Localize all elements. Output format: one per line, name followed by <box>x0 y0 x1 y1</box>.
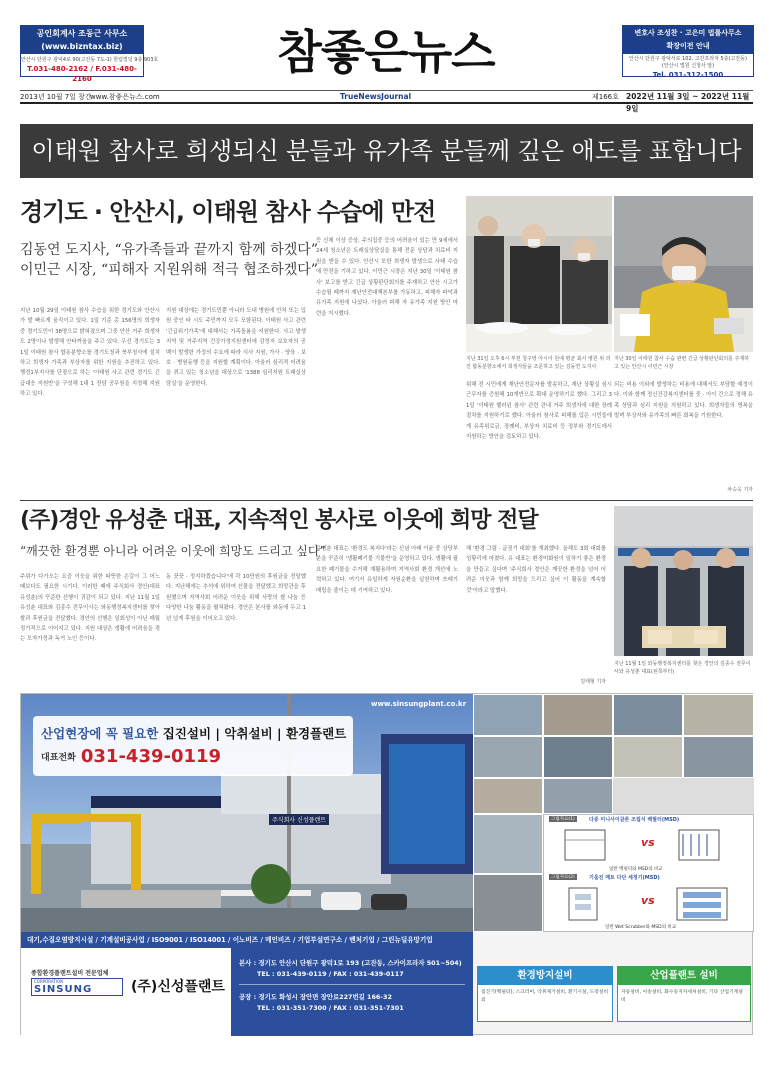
website-link[interactable]: www.참좋은뉴스.com <box>90 93 160 101</box>
address-panel <box>231 948 473 1036</box>
condolence-banner: 이태원 참사로 희생되신 분들과 유가족 분들께 깊은 애도를 표합니다 <box>20 124 753 178</box>
article1-column-5: 되는 비용 이외에 발생하는 비용에 대해서도 부담할 예정이다. 이와 함께 정신건강복지센터를 중 · 아이 간으로 정해 유족 상담과 심리 지원을 지원하고 있다. 희생자들의 명복을 빌며 부상자와 유가족의 빠른 회복을 기원한다. <box>614 382 753 420</box>
diagram-2 <box>549 874 752 932</box>
certification-bar: 대기,수질오염방지시설 / 기계설비공사업 / ISO9001 / ISO14001 / 이노비즈 / 메인비즈 / 기업부설연구소 / 벤처기업 / 그린뉴딜유망기업 <box>21 932 473 948</box>
brand-name: SINSUNG <box>34 984 93 995</box>
article2-headline[interactable]: (주)경안 유성춘 대표, 지속적인 봉사로 이웃에 희망 전달 <box>20 508 538 533</box>
gallery-thumb <box>473 874 543 932</box>
article1-column-1: 지난 10월 29일 이태원 참사 수습을 위한 경기도와 안산시가 발 빠르게 움직이고 있다. 1일 기준 총 156명의 희생자 중 경기도민이 38명으로 밝혀졌으며 그중 안산 거주 희생자도 2명이나 발생해 안타까움을 주고 있다. 우선 경기도는 31일 이태원 참사 합동분향소를 경기도청과 북부청사에 설치하고 희생자 가족과 부상자를 위한 지원을 추진하고 있다. 행정1부지사를 단장으로 하는 '이태원 사고 관련 경기도 긴급대응 지원반'을 구성해 1대 1 전담 공무원을 지정해 지원하고 있다. <box>20 308 160 398</box>
hq-phone[interactable]: TEL : 031-439-0119 / FAX : 031-439-0117 <box>257 970 404 978</box>
article1-subhead-1: 김동연 도지사, “유가족들과 끝까지 함께 하겠다” <box>20 242 318 258</box>
ad-lawfirm-box <box>622 25 754 77</box>
hq-label: 본사 <box>239 959 252 967</box>
slogan-item-2: 악취설비 <box>224 726 273 741</box>
gallery-thumb <box>473 778 543 814</box>
plant-row: 공장 : 경기도 화성시 장안면 장안로227번길 166-32 <box>239 993 392 1001</box>
accountant-url[interactable]: (www.bizntax.biz) <box>21 41 143 54</box>
article1-headline[interactable]: 경기도 · 안산시, 이태원 참사 수습에 만전 <box>20 198 436 226</box>
gallery-thumb <box>473 736 543 778</box>
gallery-thumb <box>543 736 613 778</box>
article2-subhead: “깨끗한 환경뿐 아니라 어려운 이웃에 희망도 드리고 싶다” <box>20 544 326 558</box>
issue-number: 제166호 <box>592 93 619 101</box>
gallery-thumb <box>473 814 543 874</box>
article2-column-4: 해 '환경 그림 · 글짓기 대회'를 개최했다. 올해도 3회 대회를 성황리에 마쳤다. 유 대표는 환경미화원이 일하기 좋은 환경을 만들고 싶다며 '주식회사 경안은 깨끗한 환경을 넘어 어려운 이웃과 함께 희망을 드리고 싶어 이 활동을 계속할 것'이라고 말했다. <box>466 546 606 594</box>
article2-byline: 김태형 기자 <box>580 679 606 685</box>
memorial-photo <box>466 196 612 352</box>
donation-photo <box>614 506 753 656</box>
phone-label: 대표전화 <box>41 753 76 763</box>
service-environment[interactable] <box>477 966 613 1022</box>
slogan-item-3: 환경플랜트 <box>285 726 347 741</box>
gallery-thumb <box>473 694 543 736</box>
factory-sign: 주식회사 신성플랜트 <box>269 814 329 825</box>
section-divider <box>20 500 753 501</box>
ad-phone-number[interactable]: 031-439-0119 <box>80 746 222 767</box>
article1-column-2: 지원 대상에는 경기도민뿐 아니라 도내 병원에 안치 또는 입원 중인 타 시도 주민까지 모두 포함된다. 이태원 사고 관련 '긴급위기가족'에 대해서는 가족돌봄을 지원한다. 사고 발생 지역 및 거주지역 건강가정지원센터에 감정지 보호자의 공백이 발생한 가정의 수요에 따라 식사 지원, 가사 · 양육 · 보호 · 병원동행 등을 지원할 계획이다. 아울러 심리적 어려움을 겪고 있는 청소년을 대상으로 '1388 심리지원 트래실상담실'을 운영한다. <box>166 308 306 387</box>
lawfirm-phone: Tel. 031-312-1500 <box>652 71 724 79</box>
slogan-prefix: 산업현장에 꼭 필요한 <box>41 726 159 741</box>
article2-column-2: 동 꿋꿋 · 정지하겠습니다'에 각 10만원의 후원금을 전달했다. 지난해에는 추석에 위하여 선물을 전달했고 희망관을 후원했으며 지역사회 어려운 이웃을 위해 사랑의 쌀 나눔 등 다양한 나눔 활동을 펼쳐왔다. 경안은 본사를 와동에 두고 1년 넘게 후원을 이어오고 있다. <box>166 574 306 622</box>
company-name[interactable]: (주)신성플랜트 <box>131 979 225 995</box>
service-industrial-desc: 자동설비, 이송설비, 화수송지자세처설비, 기타 산업기계설비 <box>621 990 743 1003</box>
diagram-2-title: 기울진 매트 다단 세정기(MSD) <box>589 875 660 881</box>
slogan-item-1: 집진설비 <box>162 726 212 741</box>
diagram-2-caption: 일반 Wet Scrubber와 MSD의 비교 <box>605 925 677 930</box>
diagram-1-vs: vs <box>641 836 655 849</box>
founded-date: 2013년 10월 7일 창간 <box>20 93 92 101</box>
article1-column-3: 등 신체 이상 증상, 주의집중 등의 어려움이 있는 만 9세에서 24세 청소년은 트래실상담실을 통해 전문 상담과 치료비 지원을 받을 수 있다. 안산시 또한 희생자 발생으로 사태 수습에 만전을 기하고 있다. 이민근 시장은 지난 30일 '이태원 참사' 보고를 받고 긴급 상황판단회의를 주재하고 안산 시고가 수습될 때까지 재난안전대책본부를 가동하고, 피해자 파악과 유가족 지원에 나섰다. 아울러 피해 자 유가족 지원 방안 마련을 지시했다. <box>316 238 458 317</box>
gallery-thumb <box>613 694 683 736</box>
brand-sub: CORPORATION <box>34 979 64 984</box>
service-environment-title: 환경방지설비 <box>478 967 612 985</box>
service-industrial[interactable] <box>617 966 751 1022</box>
company-tagline: 종합환경플랜트설비 전문업체 <box>31 970 109 977</box>
accountant-title: 공인회계사 조동근 사무소 <box>21 26 143 41</box>
plant-phone[interactable]: TEL : 031-351-7300 / FAX : 031-351-7301 <box>257 1004 404 1012</box>
memorial-photo-caption: 지난 31일 오후 6시 부천 청구영 아시아 원에 평균 최사 병원 위 러진 합동분향소에서 희생자들을 조문하고 있는 김동연 도지사 <box>466 356 611 370</box>
article2-column-1: 주위가 다가오는 요즘 이웃을 위한 따뜻한 손길이 그 어느 때보다도 필요한 시기다. 이러한 때에 주식회사 경안(대표 유성춘)의 꾸준한 선행이 귀감이 되고 있다. 지난 11월 1일 유성춘 대표와 김종수 전무이사는 와동행정복지센터를 찾아 쌀과 후원금을 전달했다. 경안의 선행은 일회성이 아닌 매월 정기적으로 이어지고 있다. 지원 대상은 생활에 어려움을 겪는 모자가정과 독거 노인 등이다. <box>20 574 160 643</box>
diagram-1-label: 그림자료(1) <box>551 817 575 822</box>
diagram-1-title: 다중 미니사이클론 조립식 백필터(MSD) <box>589 817 680 823</box>
slogan-text: 산업현장에 꼭 필요한 집진설비 | 악취설비 | 환경플랜트 <box>41 726 347 741</box>
service-industrial-title: 산업플랜트 설비 <box>618 967 750 985</box>
phone-row <box>41 746 221 767</box>
plant-label: 공장 <box>239 993 252 1001</box>
accountant-phone: T.031-480-2162 / F.031-480-2160 <box>27 65 137 83</box>
ad-accountant-box <box>20 25 159 83</box>
tagline: TrueNewsJournal <box>340 92 412 101</box>
ad-url[interactable]: www.sinsungplant.co.kr <box>371 700 467 708</box>
dateline-bar <box>20 90 753 113</box>
brand-logo <box>31 978 123 996</box>
address-divider <box>239 984 465 985</box>
company-info <box>21 948 473 1036</box>
service-environment-desc: 집진기(백필터), 스크러버, 악취제거설비, 환기시설, 도장설비 외 <box>481 990 609 1003</box>
lawfirm-subtitle: 확장이전 안내 <box>623 41 753 54</box>
lawfirm-address: 안산시 단원구 광덕서로 102, 고잔프라자 5층(고잔동) <box>629 56 747 62</box>
hq-row: 본사 : 경기도 안산시 단원구 광덕1로 193 (고잔동, 스카이프라자 501~504) <box>239 959 462 967</box>
gallery-thumb <box>543 778 613 814</box>
diagram-2-label: 그림자료(2) <box>551 875 575 880</box>
lawfirm-address2: (안산시 법원 신청사 앞) <box>661 63 715 69</box>
gallery-thumb <box>683 736 754 778</box>
article1-subhead-2: 이민근 시장, “피해자 지원위해 적극 협조하겠다” <box>20 262 318 278</box>
plant-address: 경기도 화성시 장안면 장안로227번길 166-32 <box>258 993 392 1001</box>
issue-date-range: 2022년 11월 3일 ~ 2022년 11월 9일 <box>626 92 750 113</box>
newspaper-logo[interactable]: 참좋은뉴스 <box>277 25 495 79</box>
article1-byline: 차승욱 기자 <box>727 487 753 493</box>
article1-column-4: 위해 전 시민에게 재난안전문자를 발송하고, 재난 상황실 심시근무자를 증원해 10개반으로 확대 운영하기로 했다. 그리고 31일 '이태원 핼러윈 참사' 관련 관내 거주 희생자에 대한 장례절차를 지원하기로 했다. 아울러 참사로 피해를 입은 시민들에게 유족위로금, 장례비, 부상자 치료비 등 정부와 경기도에서 지원하는 방안을 검토하고 있다. <box>466 382 612 441</box>
diagram-1-caption: 일반 백필터와 MSD의 비교 <box>609 867 663 872</box>
article2-column-3: 유성춘 대표는 '환경도 복지다'라는 신념 아래 이윤 중 상당부분을 꾸준히 '생활폐기물 기물반'을 운영하고 있다. 생활에 필요한 폐기물을 수거해 재활용하며 지역사회 환경 개선에 노력하고 있다. 여기서 유일하게 자원순환을 실천하며 쓰레기 매립을 줄이는 데 기여하고 있다. <box>316 546 458 594</box>
gallery-thumb <box>683 694 754 736</box>
lawfirm-title: 변호사 조성찬 · 고은미 법률사무소 <box>623 26 753 41</box>
gallery-thumb <box>613 736 683 778</box>
diagram-2-vs: vs <box>641 894 655 907</box>
gallery-thumb <box>543 694 613 736</box>
mayor-meeting-photo <box>614 196 753 352</box>
accountant-address: 안산시 단원구 광덕4로 90(고잔동 7도-1) 한림빌딩 9층 903호 <box>21 57 159 63</box>
hq-address: 경기도 안산시 단원구 광덕1로 193 (고잔동, 스카이프라자 501~504) <box>258 959 462 967</box>
diagram-1 <box>549 816 752 874</box>
mayor-photo-caption: 지난 30일 이태원 참사 수습 관련 긴급 상황판단회의를 주재하고 있는 안산시 이민근 시장 <box>614 356 749 370</box>
donation-photo-caption: 지난 11월 1일 와동행정복지센터를 찾은 경안의 김종수 전무이사와 유성춘 대표(왼쪽부터) <box>614 661 751 675</box>
sinsung-advertisement[interactable] <box>20 693 753 1035</box>
